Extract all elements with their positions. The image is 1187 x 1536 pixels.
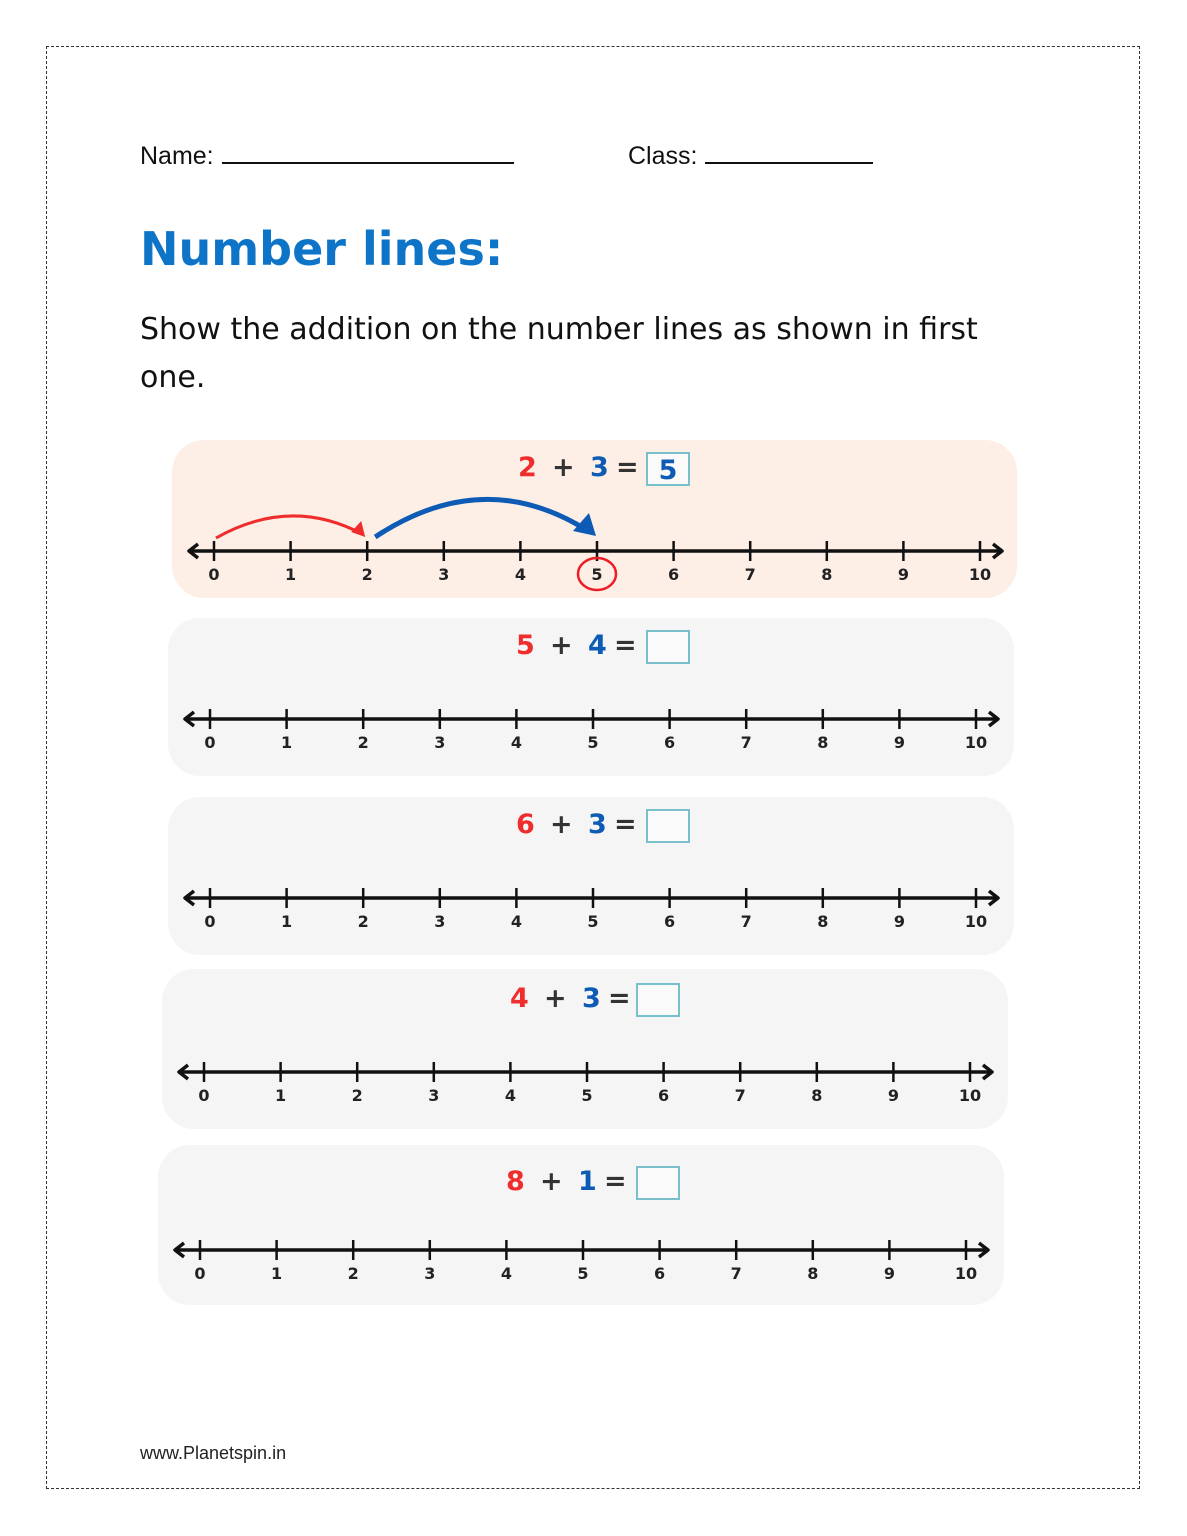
tick-label: 6 — [654, 1264, 666, 1283]
tick-label: 10 — [958, 1086, 982, 1105]
tick-label: 6 — [664, 733, 676, 752]
first-addend: 4 — [510, 983, 529, 1014]
equals-sign: = — [616, 452, 639, 483]
tick-label: 1 — [271, 1264, 283, 1283]
tick-label: 6 — [658, 1086, 670, 1105]
tick-label: 1 — [275, 1086, 287, 1105]
equals-sign: = — [614, 630, 637, 661]
tick-label: 10 — [964, 733, 988, 752]
tick-label: 3 — [434, 733, 446, 752]
answer-box[interactable]: 5 — [646, 452, 690, 486]
tick-label: 8 — [817, 733, 829, 752]
tick-label: 2 — [351, 1086, 363, 1105]
jump-arrow-first — [216, 516, 362, 538]
tick-label: 8 — [811, 1086, 823, 1105]
tick-label: 5 — [587, 912, 599, 931]
plus-sign: + — [552, 452, 575, 483]
number-line — [168, 618, 1014, 776]
problem-card-3 — [168, 797, 1014, 955]
tick-label: 2 — [357, 733, 369, 752]
tick-label: 1 — [285, 565, 297, 584]
tick-label: 9 — [883, 1264, 895, 1283]
plus-sign: + — [544, 983, 567, 1014]
tick-label: 3 — [438, 565, 450, 584]
tick-label: 8 — [817, 912, 829, 931]
tick-label: 5 — [577, 1264, 589, 1283]
tick-label: 10 — [964, 912, 988, 931]
plus-sign: + — [540, 1166, 563, 1197]
equals-sign: = — [608, 983, 631, 1014]
tick-label: 0 — [208, 565, 220, 584]
tick-label: 3 — [428, 1086, 440, 1105]
tick-label: 10 — [968, 565, 992, 584]
tick-label: 8 — [807, 1264, 819, 1283]
problem-card-2 — [168, 618, 1014, 776]
tick-label: 5 — [591, 565, 603, 584]
tick-label: 1 — [281, 733, 293, 752]
tick-label: 9 — [897, 565, 909, 584]
name-blank-line[interactable] — [222, 161, 514, 164]
number-line — [158, 1145, 1004, 1305]
page-title: Number lines: — [140, 222, 504, 276]
tick-label: 10 — [954, 1264, 978, 1283]
equals-sign: = — [614, 809, 637, 840]
tick-label: 9 — [887, 1086, 899, 1105]
plus-sign: + — [550, 809, 573, 840]
number-line — [168, 797, 1014, 955]
class-blank-line[interactable] — [705, 161, 873, 164]
tick-label: 0 — [204, 733, 216, 752]
tick-label: 7 — [734, 1086, 746, 1105]
tick-label: 7 — [730, 1264, 742, 1283]
problem-card-example — [172, 440, 1017, 598]
tick-label: 2 — [361, 565, 373, 584]
plus-sign: + — [550, 630, 573, 661]
tick-label: 0 — [204, 912, 216, 931]
instructions: Show the addition on the number lines as shown in first one. — [140, 312, 978, 395]
problem-card-5 — [158, 1145, 1004, 1305]
tick-label: 4 — [510, 733, 522, 752]
tick-label: 8 — [821, 565, 833, 584]
class-field[interactable] — [628, 142, 873, 171]
tick-label: 7 — [740, 733, 752, 752]
tick-label: 6 — [668, 565, 680, 584]
name-field[interactable] — [140, 142, 514, 171]
tick-label: 4 — [510, 912, 522, 931]
problem-card-4 — [162, 969, 1008, 1129]
name-label: Name: — [140, 142, 214, 170]
tick-label: 0 — [194, 1264, 206, 1283]
tick-label: 0 — [198, 1086, 210, 1105]
second-addend: 3 — [590, 452, 609, 483]
tick-label: 3 — [434, 912, 446, 931]
first-addend: 8 — [506, 1166, 525, 1197]
second-addend: 4 — [588, 630, 607, 661]
tick-label: 2 — [357, 912, 369, 931]
tick-label: 1 — [281, 912, 293, 931]
tick-label: 5 — [581, 1086, 593, 1105]
class-label: Class: — [628, 142, 698, 170]
tick-label: 4 — [500, 1264, 512, 1283]
tick-label: 9 — [893, 912, 905, 931]
tick-label: 3 — [424, 1264, 436, 1283]
tick-label: 9 — [893, 733, 905, 752]
second-addend: 3 — [588, 809, 607, 840]
tick-label: 4 — [504, 1086, 516, 1105]
tick-label: 6 — [664, 912, 676, 931]
number-line — [172, 440, 1017, 598]
second-addend: 3 — [582, 983, 601, 1014]
equals-sign: = — [604, 1166, 627, 1197]
first-addend: 6 — [516, 809, 535, 840]
jump-arrow-second — [375, 499, 585, 537]
second-addend: 1 — [578, 1166, 597, 1197]
footer-website: www.Planetspin.in — [140, 1443, 287, 1463]
tick-label: 5 — [587, 733, 599, 752]
tick-label: 7 — [744, 565, 756, 584]
first-addend: 2 — [518, 452, 537, 483]
tick-label: 7 — [740, 912, 752, 931]
number-line — [162, 969, 1008, 1129]
tick-label: 2 — [347, 1264, 359, 1283]
tick-label: 4 — [514, 565, 526, 584]
first-addend: 5 — [516, 630, 535, 661]
